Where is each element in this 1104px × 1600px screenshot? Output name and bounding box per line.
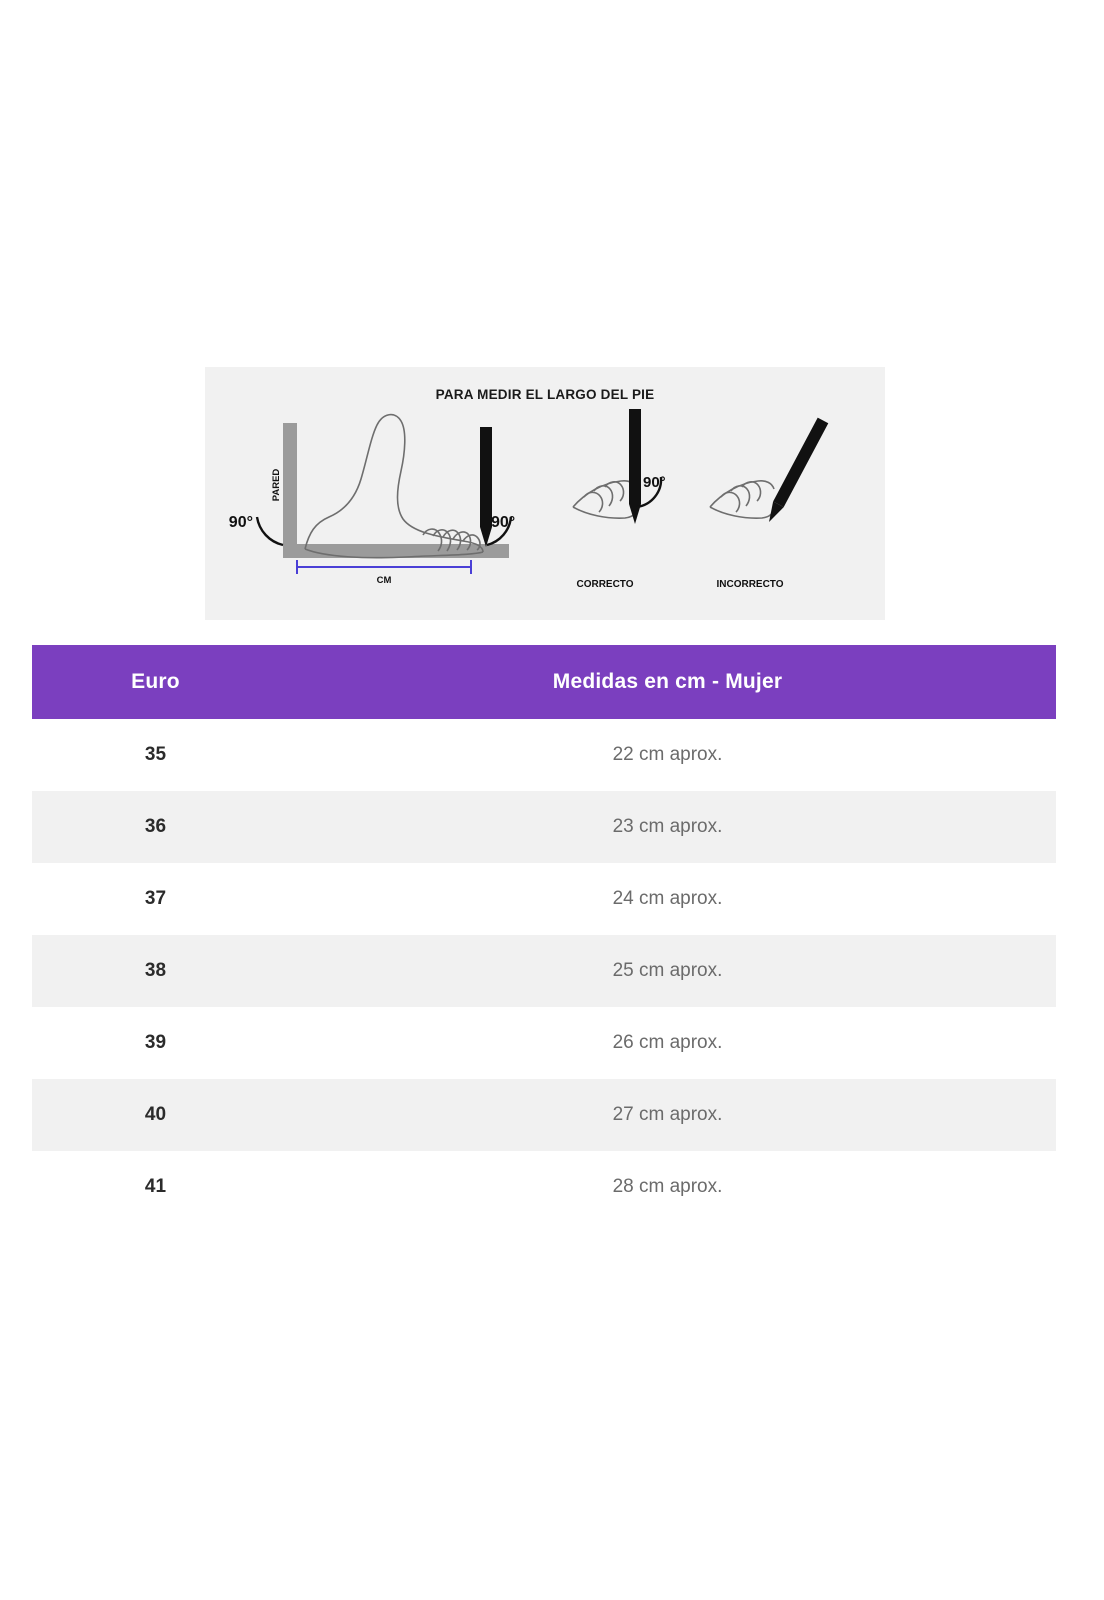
table-row <box>32 1007 1056 1079</box>
column-header-measurements: Medidas en cm - Mujer <box>279 645 1056 719</box>
cell-euro: 40 <box>32 1079 279 1151</box>
table-row <box>32 1079 1056 1151</box>
cell-euro: 41 <box>32 1151 279 1223</box>
cell-measurement: 23 cm aprox. <box>279 791 1056 863</box>
diagram-title: PARA MEDIR EL LARGO DEL PIE <box>435 387 655 402</box>
cm-measure-rule <box>297 560 471 574</box>
correct-label: CORRECTO <box>576 579 634 590</box>
angle-right-marker <box>487 514 515 545</box>
table-row <box>32 791 1056 863</box>
cell-euro: 38 <box>32 935 279 1007</box>
cell-measurement: 26 cm aprox. <box>279 1007 1056 1079</box>
cm-label: CM <box>376 575 392 586</box>
cell-measurement: 28 cm aprox. <box>279 1151 1056 1223</box>
table-row <box>32 1151 1056 1223</box>
wall-shape <box>283 423 509 558</box>
pencil-angle-label: 90° <box>643 474 666 491</box>
cell-euro: 36 <box>32 791 279 863</box>
correct-example <box>573 409 666 590</box>
cell-measurement: 22 cm aprox. <box>279 719 1056 791</box>
cell-measurement: 27 cm aprox. <box>279 1079 1056 1151</box>
table-row <box>32 719 1056 791</box>
table-header <box>32 645 1056 719</box>
table-row <box>32 935 1056 1007</box>
cell-measurement: 25 cm aprox. <box>279 935 1056 1007</box>
size-chart-table <box>32 645 1056 1223</box>
cell-measurement: 24 cm aprox. <box>279 863 1056 935</box>
incorrect-label: INCORRECTO <box>716 579 784 590</box>
svg-text:90°: 90° <box>491 514 516 531</box>
incorrect-example <box>710 418 828 590</box>
wall-label: PARED <box>271 468 282 502</box>
table-row <box>32 863 1056 935</box>
column-header-euro: Euro <box>32 645 279 719</box>
foot-measure-illustration <box>205 367 885 620</box>
cell-euro: 37 <box>32 863 279 935</box>
angle-left-marker <box>229 514 283 545</box>
table-header-row <box>32 645 1056 719</box>
cell-euro: 35 <box>32 719 279 791</box>
pencil-incorrect-icon <box>764 418 829 525</box>
svg-text:90°: 90° <box>228 514 253 531</box>
pencil-correct-icon <box>629 409 641 504</box>
table-body <box>32 719 1056 1223</box>
foot-outline <box>305 415 483 558</box>
cell-euro: 39 <box>32 1007 279 1079</box>
foot-measure-diagram-panel <box>205 367 885 620</box>
